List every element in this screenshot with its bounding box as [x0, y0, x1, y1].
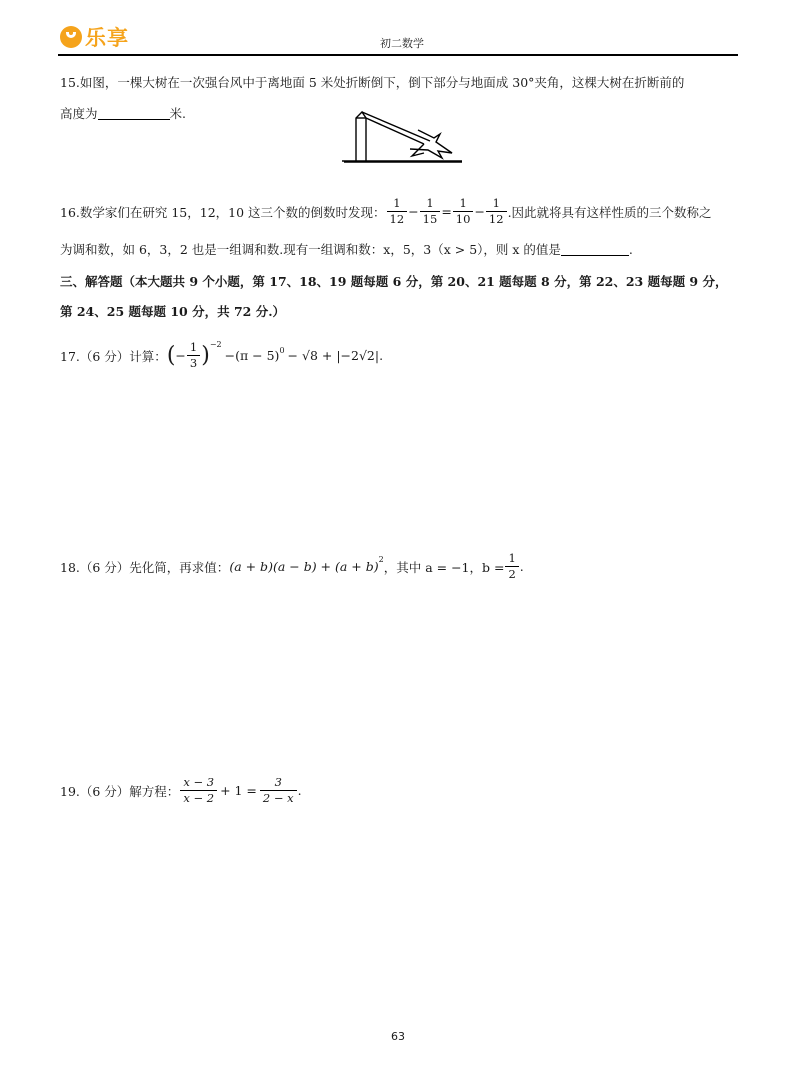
q19-f2-numerator: 3 [260, 775, 297, 791]
q16-equals: = [441, 204, 452, 219]
q17-end: . [379, 348, 384, 363]
q19-f1-numerator: x − 3 [180, 775, 217, 791]
q18-line [60, 551, 524, 582]
q17-exponent-zero: 0 [279, 346, 285, 355]
q16-line2 [60, 240, 633, 258]
q19-end: . [297, 783, 302, 798]
q18-fraction [505, 551, 518, 582]
q17-f-numerator: 1 [187, 340, 200, 356]
q16-fraction-3 [453, 196, 474, 227]
q17-term3: − √8 + |−2√2| [287, 348, 380, 363]
q16-op2: − [474, 204, 485, 219]
q15-line1: 15.如图，一棵大树在一次强台风中于离地面 5 米处折断倒下，倒下部分与地面成 30°夹角，这棵大树在折断前的 [60, 75, 685, 90]
header-rule [58, 54, 738, 56]
q17-negative: − [175, 348, 186, 363]
page-number: 63 [391, 1030, 405, 1043]
q19-line [60, 775, 302, 806]
q16-answer-blank [561, 243, 629, 256]
logo-text: 乐享 [85, 26, 129, 50]
q16-fraction-4 [486, 196, 507, 227]
q16-suffix: .因此就将具有这样性质的三个数称之 [507, 204, 712, 220]
q16-op1: − [408, 204, 419, 219]
q18-f-numerator: 1 [505, 551, 518, 567]
q16-line1 [60, 196, 712, 227]
q18-prefix: 18.（6 分）先化简，再求值： [60, 559, 230, 575]
q16-f3-numerator: 1 [453, 196, 474, 212]
q19-f2-denominator: 2 − x [262, 791, 294, 805]
q16-f1-denominator: 12 [389, 212, 405, 226]
q18-condition: ，其中 a = −1，b = [383, 559, 505, 575]
q15-text-b: 米. [169, 106, 186, 121]
section3-heading-line2: 第 24、25 题每题 10 分，共 72 分.） [60, 304, 286, 319]
q16-line2-text: 为调和数，如 6，3，2 也是一组调和数.现有一组调和数：x，5，3（x > 5），则 x 的值是 [60, 242, 561, 257]
q18-expression: (a + b)(a − b) + (a + b) [229, 559, 379, 574]
q19-fraction-2 [260, 775, 297, 806]
q16-f4-numerator: 1 [486, 196, 507, 212]
q17-term2: −(π − 5) [224, 348, 280, 363]
q19-f1-denominator: x − 2 [183, 791, 215, 805]
q17-paren-close: ) [201, 342, 210, 368]
q17-f-denominator: 3 [189, 356, 198, 370]
logo-icon [60, 26, 82, 48]
q16-f2-denominator: 15 [422, 212, 438, 226]
q16-f3-denominator: 10 [455, 212, 471, 226]
q19-prefix: 19.（6 分）解方程： [60, 783, 180, 799]
q16-prefix: 16.数学家们在研究 15，12，10 这三个数的倒数时发现： [60, 204, 386, 220]
q15-line2 [60, 104, 186, 122]
q16-f2-numerator: 1 [420, 196, 441, 212]
q16-line2-end: . [628, 242, 633, 257]
q15-answer-blank [98, 107, 170, 120]
q17-paren-open: ( [166, 342, 176, 368]
q19-middle: + 1 = [220, 783, 257, 798]
q16-fraction-1 [387, 196, 408, 227]
q19-fraction-1 [180, 775, 217, 806]
q16-f1-numerator: 1 [387, 196, 408, 212]
q18-end: . [519, 559, 524, 574]
q16-fraction-2 [420, 196, 441, 227]
header-title: 初二数学 [380, 37, 424, 50]
broken-tree-figure [340, 108, 465, 166]
q17-line [60, 340, 383, 371]
q18-f-denominator: 2 [508, 567, 516, 581]
q17-exponent: −2 [209, 340, 222, 349]
logo [60, 22, 129, 52]
section3-heading-line1: 三、解答题（本大题共 9 个小题，第 17、18、19 题每题 6 分，第 20、21 题每题 8 分，第 22、23 题每题 9 分， [60, 274, 728, 289]
q17-fraction [187, 340, 200, 371]
q16-f4-denominator: 12 [488, 212, 504, 226]
q17-prefix: 17.（6 分）计算： [60, 348, 167, 364]
q18-exponent: 2 [378, 555, 384, 564]
q15-text-a: 高度为 [60, 106, 98, 121]
